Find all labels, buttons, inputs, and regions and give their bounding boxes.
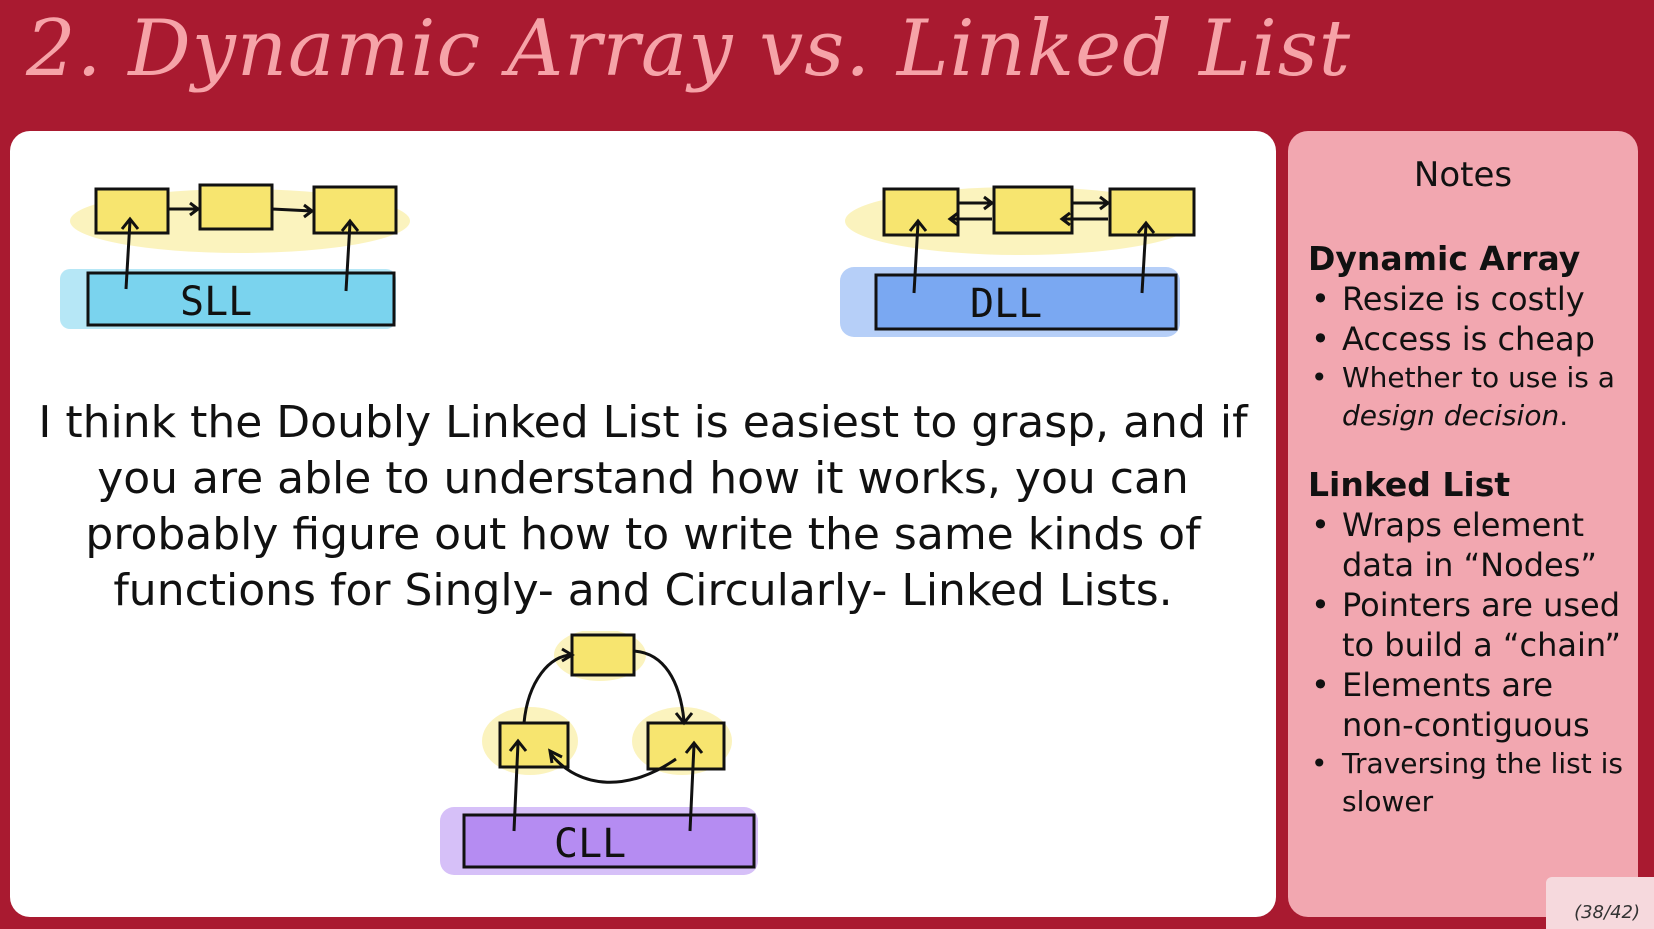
emphasis-text: design decision [1342, 399, 1560, 432]
notes-dynamic-array [1308, 239, 1633, 435]
page-tab [1546, 877, 1654, 929]
item-text: . [1559, 399, 1569, 432]
item-text: Whether to use is a [1342, 361, 1615, 394]
cll-diagram [440, 631, 780, 891]
dll-diagram [840, 181, 1200, 351]
list-item: • Access is cheap [1308, 319, 1633, 359]
page-number: (38/42) [1574, 902, 1640, 923]
dynamic-array-heading: Dynamic Array [1308, 239, 1581, 278]
list-item [1308, 359, 1633, 435]
notes-linked-list [1308, 465, 1633, 821]
cll-node-top [572, 635, 634, 675]
sll-node-2 [200, 185, 272, 229]
dll-label: DLL [970, 281, 1043, 327]
slide-title: 2. Dynamic Array vs. Linked List [26, 4, 1352, 94]
sll-label: SLL [180, 279, 253, 325]
list-item: • Elements are non-contiguous [1308, 665, 1633, 745]
list-item: • Traversing the list is slower [1308, 745, 1633, 821]
main-panel [10, 131, 1276, 917]
main-paragraph: I think the Doubly Linked List is easiest to grasp, and if you are able to understand how it works, you can probably figure out how to write the same kinds of functions for Singly- and Circularly- Linked Lists. [38, 397, 1248, 616]
dll-node-1 [884, 189, 958, 235]
list-item: • Wraps element data in “Nodes” [1308, 505, 1633, 585]
sll-node-1 [96, 189, 168, 233]
list-item: • Resize is costly [1308, 279, 1633, 319]
cll-label: CLL [554, 821, 627, 867]
dll-node-2 [994, 187, 1072, 233]
dynamic-array-list [1308, 279, 1633, 435]
notes-title: Notes [1413, 155, 1513, 195]
sll-diagram [60, 181, 420, 341]
list-item: • Pointers are used to build a “chain” [1308, 585, 1633, 665]
notes-panel [1288, 131, 1638, 917]
cll-node-right [648, 723, 724, 769]
linked-list-heading: Linked List [1308, 465, 1511, 504]
linked-list-list [1308, 505, 1633, 821]
